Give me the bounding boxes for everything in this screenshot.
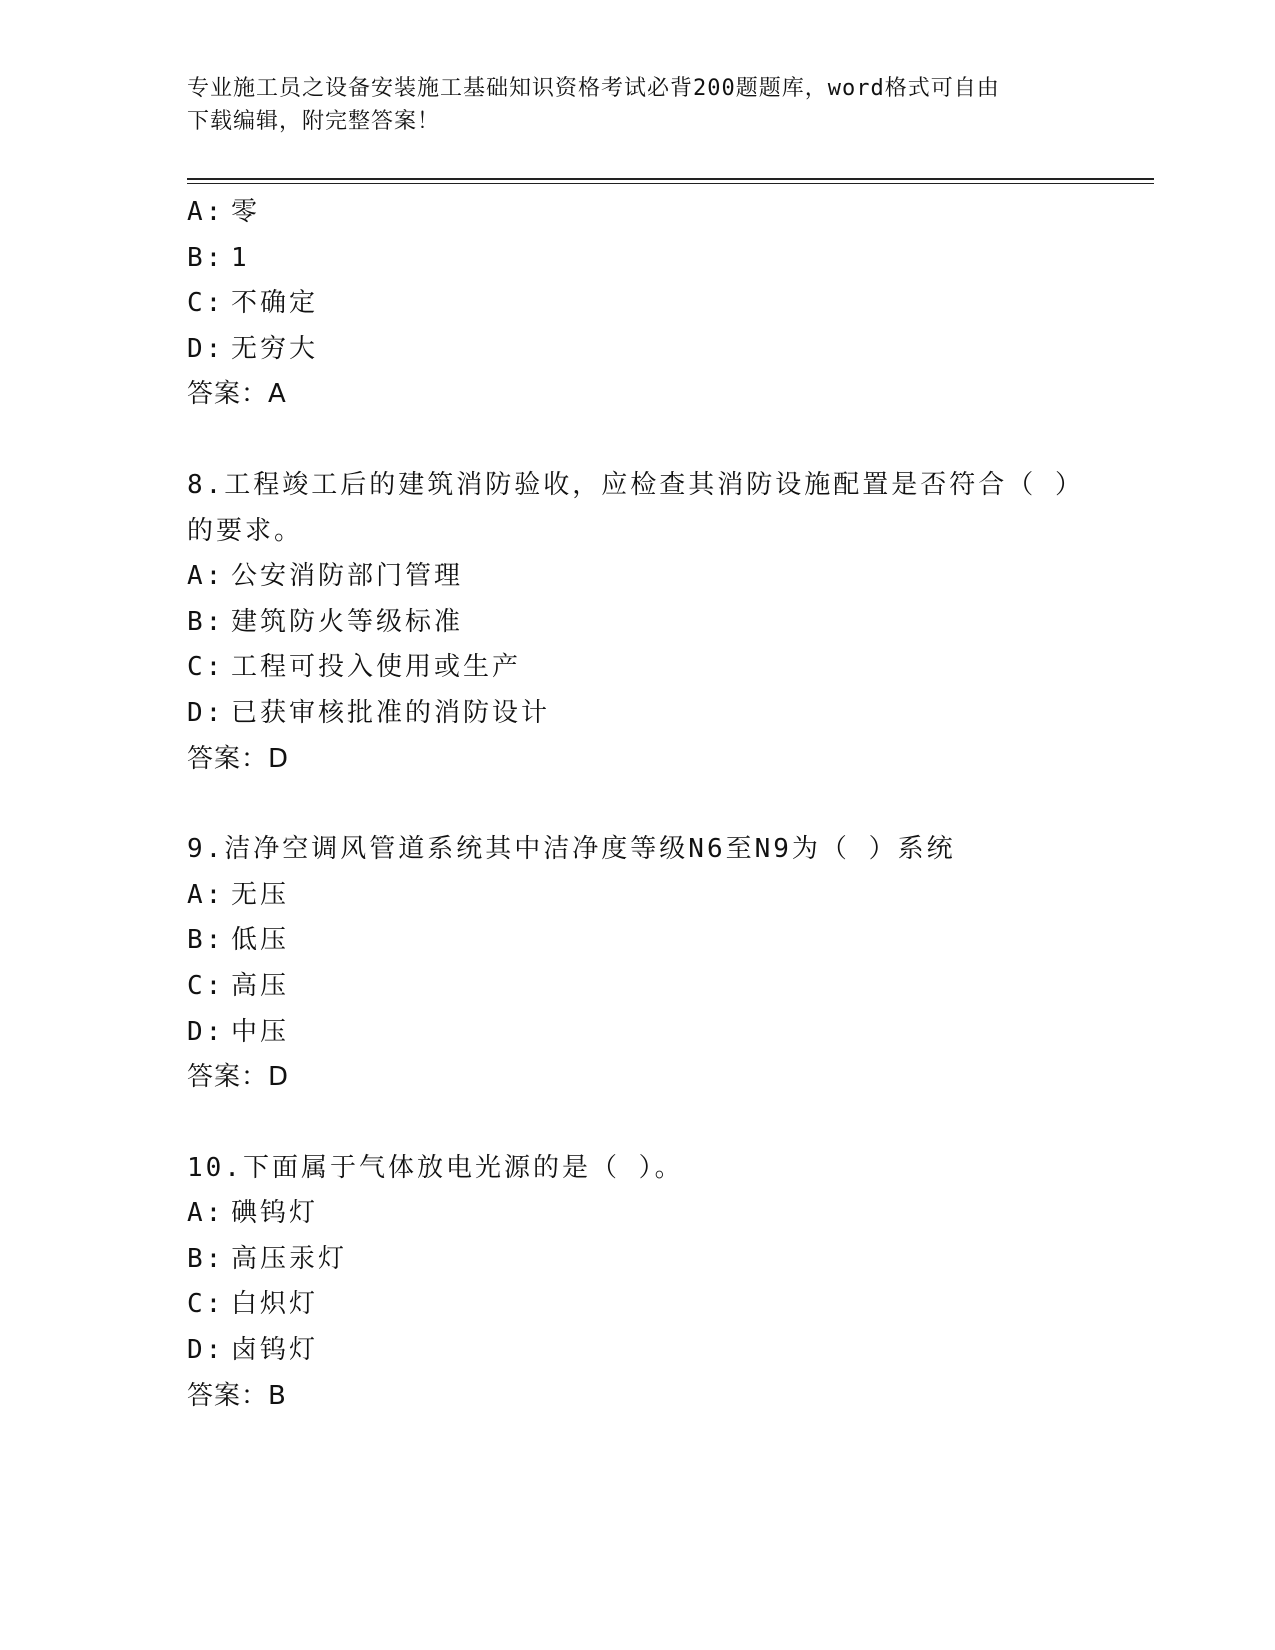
answer-option <box>187 1010 1087 1056</box>
header-line-1: 专业施工员之设备安装施工基础知识资格考试必背200题题库，word格式可自由 <box>187 76 1000 101</box>
option-key: C: <box>187 1289 225 1320</box>
answer-option <box>187 1237 1087 1283</box>
answer-option <box>187 236 1087 282</box>
answer-option <box>187 554 1087 600</box>
option-text: 高压汞灯 <box>231 1243 348 1274</box>
answer-option <box>187 281 1087 327</box>
answer-option <box>187 918 1087 964</box>
option-text: 工程可投入使用或生产 <box>231 652 522 683</box>
option-text: 无穷大 <box>231 333 319 364</box>
option-text: 零 <box>231 197 261 227</box>
answer-option <box>187 645 1087 691</box>
question-block <box>187 463 1087 782</box>
option-key: C: <box>187 970 225 1001</box>
option-text: 公安消防部门管理 <box>231 561 464 592</box>
option-key: D: <box>187 697 225 728</box>
option-text: 已获审核批准的消防设计 <box>231 697 551 728</box>
option-text: 卤钨灯 <box>231 1335 319 1366</box>
option-text: 低压 <box>231 925 290 956</box>
option-key: B: <box>187 606 225 637</box>
question-stem-line: 9.洁净空调风管道系统其中洁净度等级N6至N9为（ ）系统 <box>187 834 956 865</box>
question-block <box>187 1146 1087 1420</box>
option-key: D: <box>187 1335 225 1366</box>
answer-option <box>187 190 1087 236</box>
question-list <box>187 190 1087 1419</box>
question-stem-line: 的要求。 <box>187 515 304 546</box>
option-text: 中压 <box>231 1016 290 1047</box>
header-line-2: 下载编辑，附完整答案！ <box>187 109 441 134</box>
option-key: C: <box>187 288 225 319</box>
answer-option <box>187 327 1087 373</box>
option-text: 白炽灯 <box>231 1289 319 1320</box>
option-text: 建筑防火等级标准 <box>231 606 464 637</box>
option-text: 高压 <box>231 970 290 1001</box>
option-text: 不确定 <box>231 288 319 319</box>
option-key: A: <box>187 879 225 910</box>
option-text: 碘钨灯 <box>231 1198 319 1229</box>
question-spacer <box>187 418 1087 463</box>
option-key: A: <box>187 1198 225 1229</box>
answer-option <box>187 691 1087 737</box>
answer-option <box>187 1328 1087 1374</box>
answer-option <box>187 1282 1087 1328</box>
answer-line: 答案：A <box>187 379 287 410</box>
question-stem-line: 8.工程竣工后的建筑消防验收，应检查其消防设施配置是否符合（ ） <box>187 469 1084 500</box>
option-key: A: <box>187 561 225 592</box>
option-key: D: <box>187 1016 225 1047</box>
question-stem-line: 10.下面属于气体放电光源的是（ ）。 <box>187 1152 684 1183</box>
option-key: B: <box>187 1243 225 1274</box>
answer-option <box>187 964 1087 1010</box>
answer-line: 答案：D <box>187 743 290 774</box>
answer-line: 答案：B <box>187 1380 287 1411</box>
answer-option <box>187 873 1087 919</box>
answer-option <box>187 600 1087 646</box>
question-spacer <box>187 1101 1087 1146</box>
option-key: B: <box>187 242 225 273</box>
document-header <box>187 72 1067 138</box>
option-text: 无压 <box>231 879 290 910</box>
option-key: A: <box>187 197 225 227</box>
option-key: D: <box>187 333 225 364</box>
header-divider <box>187 178 1154 184</box>
question-spacer <box>187 782 1087 827</box>
question-block <box>187 827 1087 1101</box>
question-block <box>187 190 1087 418</box>
option-text: 1 <box>231 242 250 273</box>
option-key: C: <box>187 652 225 683</box>
answer-option <box>187 1191 1087 1237</box>
answer-line: 答案：D <box>187 1062 290 1093</box>
option-key: B: <box>187 925 225 956</box>
